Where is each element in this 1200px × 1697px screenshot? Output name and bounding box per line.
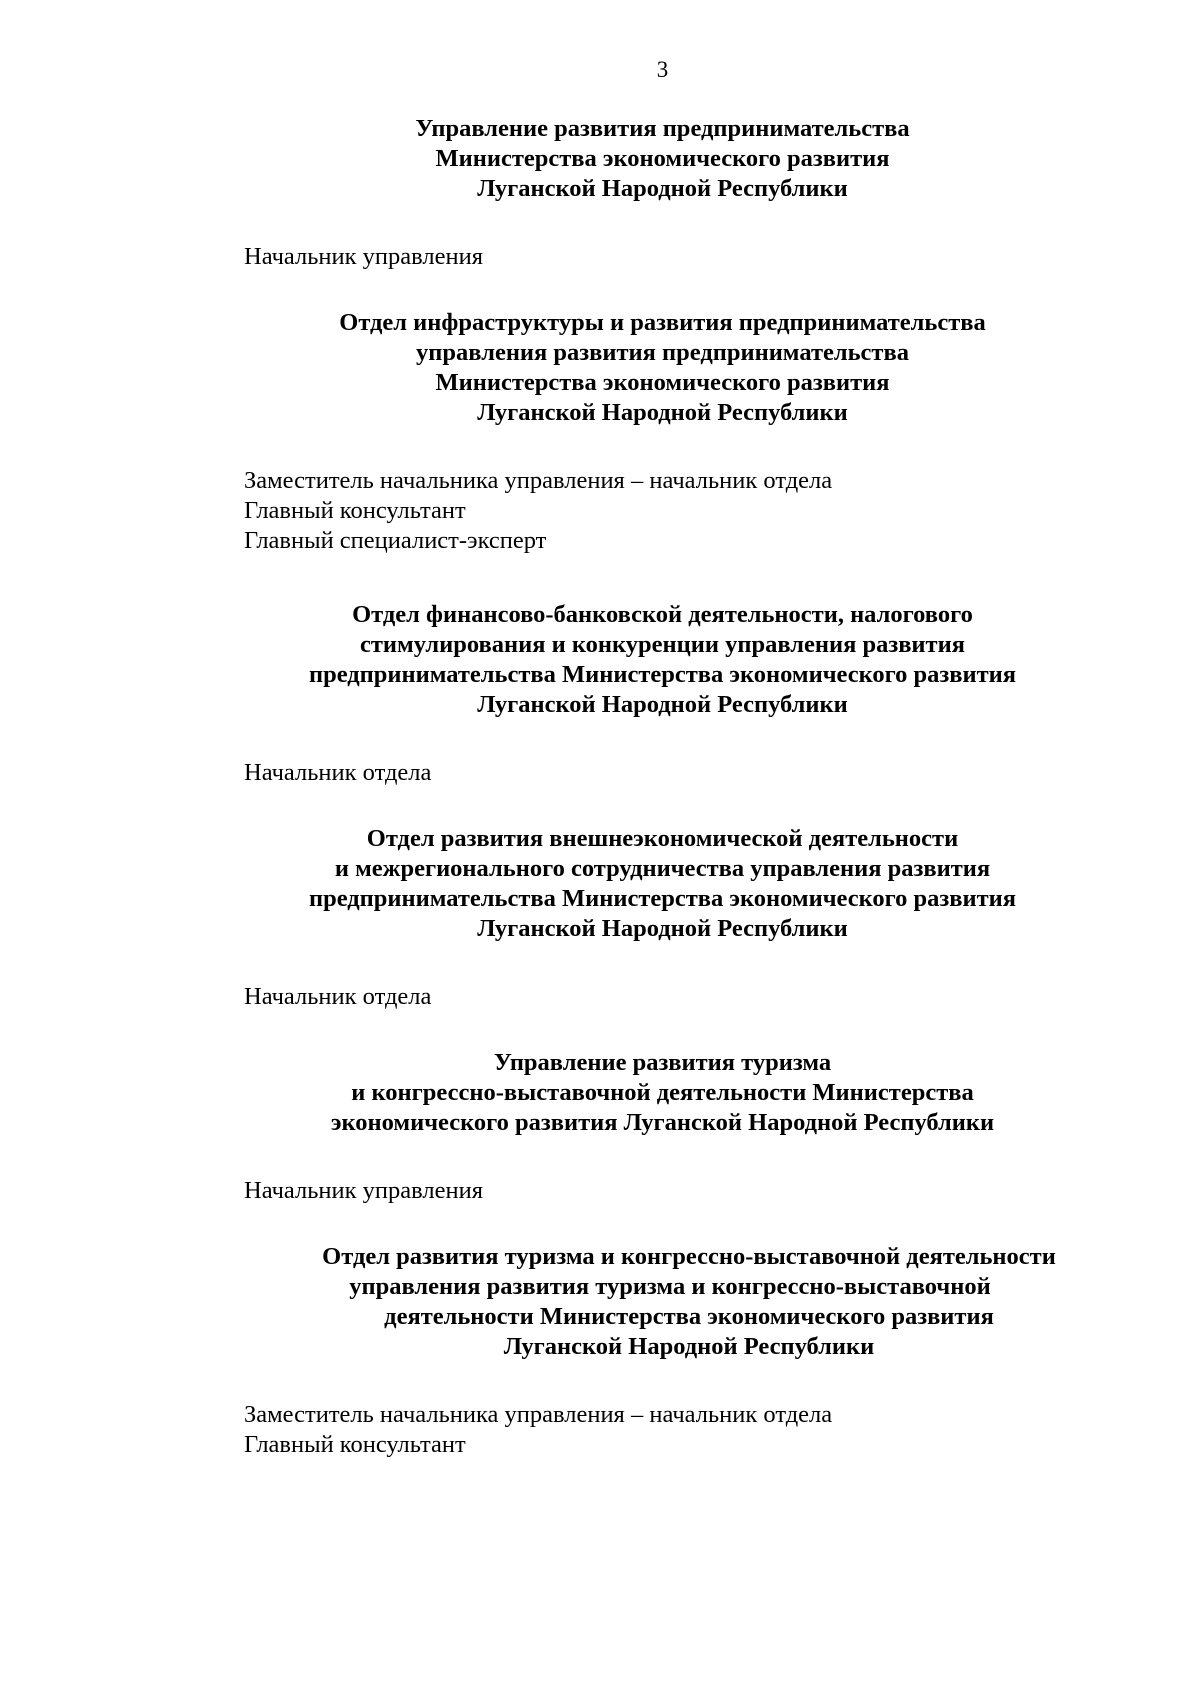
heading-line: Луганской Народной Республики [477, 399, 848, 426]
heading-line: Министерства экономического развития [435, 145, 890, 172]
section-entrepreneurship-department [0, 114, 1200, 204]
position-item: Главный консультант [244, 497, 466, 524]
section-heading [0, 600, 1200, 720]
section-positions [244, 466, 832, 556]
heading-line: Отдел финансово-банковской деятельности, налогового [352, 601, 973, 628]
heading-line: предпринимательства Министерства экономического развития [308, 885, 1017, 912]
section-heading [0, 114, 1200, 204]
section-foreign-economic-division [0, 824, 1200, 944]
heading-line: Управление развития предпринимательства [415, 115, 910, 142]
page-number: 3 [656, 57, 669, 82]
heading-line: Отдел инфраструктуры и развития предпринимательства [339, 309, 986, 336]
heading-line: Луганской Народной Республики [477, 175, 848, 202]
heading-line: и межрегионального сотрудничества управления развития [334, 855, 991, 882]
heading-line: Отдел развития внешнеэкономической деятельности [366, 825, 959, 852]
position-item: Главный консультант [244, 1431, 466, 1458]
heading-line: и конгрессно-выставочной деятельности Министерства [351, 1079, 974, 1106]
heading-line: Луганской Народной Республики [477, 691, 848, 718]
section-positions [244, 1176, 483, 1206]
heading-line: предпринимательства Министерства экономического развития [308, 661, 1017, 688]
section-tourism-division [0, 1242, 1200, 1362]
section-infrastructure-division [0, 308, 1200, 428]
heading-line: Луганской Народной Республики [477, 915, 848, 942]
heading-line: Отдел развития туризма и конгрессно-выставочной деятельности [322, 1243, 1056, 1270]
position-item: Начальник управления [244, 243, 483, 270]
position-item: Главный специалист-эксперт [244, 527, 547, 554]
heading-line: Управление развития туризма [493, 1049, 832, 1076]
section-positions [244, 242, 483, 272]
position-item: Заместитель начальника управления – начальник отдела [244, 1401, 833, 1428]
heading-line: управления развития туризма и конгрессно-выставочной [349, 1273, 991, 1300]
section-positions [244, 982, 431, 1012]
heading-line: Луганской Народной Республики [503, 1333, 875, 1360]
position-item: Начальник отдела [244, 759, 432, 786]
section-finance-banking-division [0, 600, 1200, 720]
section-heading [0, 1048, 1200, 1138]
section-heading [0, 308, 1200, 428]
heading-line: управления развития предпринимательства [416, 339, 909, 366]
heading-line: стимулирования и конкуренции управления развития [360, 631, 965, 658]
section-positions [244, 758, 431, 788]
section-positions [244, 1400, 832, 1460]
position-item: Заместитель начальника управления – начальник отдела [244, 467, 833, 494]
position-item: Начальник управления [244, 1177, 483, 1204]
heading-line: экономического развития Луганской Народной Республики [330, 1109, 995, 1136]
heading-line: деятельности Министерства экономического развития [384, 1303, 994, 1330]
position-item: Начальник отдела [244, 983, 432, 1010]
heading-line: Министерства экономического развития [435, 369, 890, 396]
section-heading [0, 824, 1200, 944]
section-tourism-department [0, 1048, 1200, 1138]
section-heading [0, 1242, 1200, 1362]
